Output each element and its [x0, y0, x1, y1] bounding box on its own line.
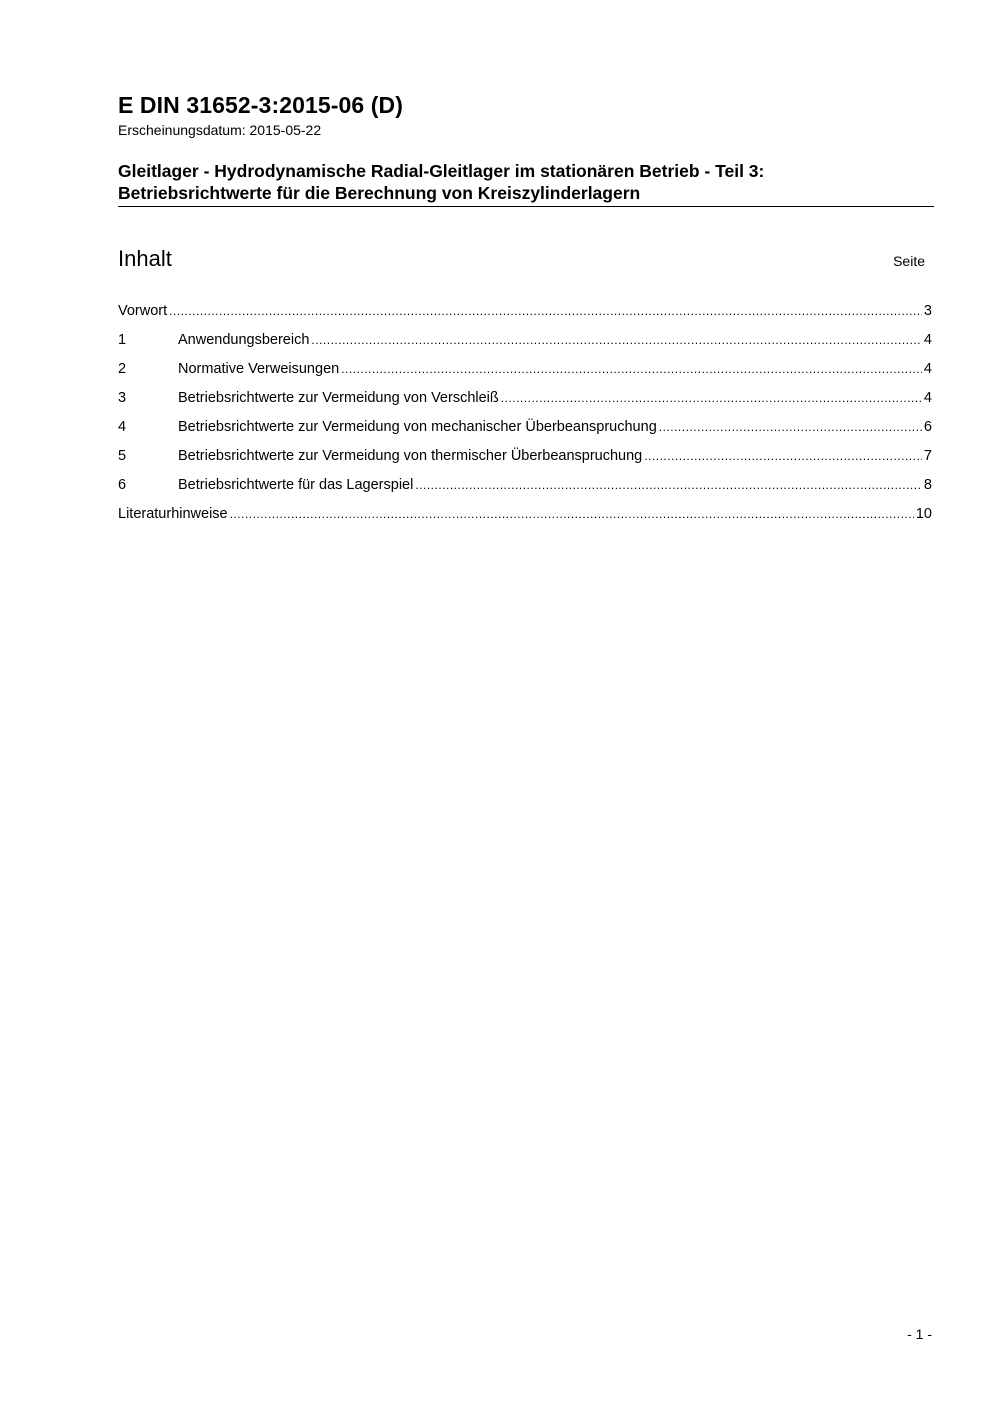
- toc-entry-page: 4: [923, 361, 932, 377]
- page-number: - 1 -: [907, 1326, 932, 1342]
- toc-entry-1[interactable]: [118, 330, 932, 359]
- toc-entry-number: 2: [118, 361, 127, 377]
- toc-entry-title: Vorwort: [118, 303, 168, 319]
- toc-entry-vorwort[interactable]: [118, 301, 932, 330]
- toc-dot-leader: [659, 417, 922, 437]
- toc-entry-page: 10: [915, 506, 932, 522]
- document-title-line-2: Betriebsrichtwerte für die Berechnung von Kreiszylinderlagern: [118, 183, 641, 203]
- toc-entry-title: Betriebsrichtwerte zur Vermeidung von thermischer Überbeanspruchung: [178, 448, 643, 464]
- toc-entry-page: 4: [923, 390, 932, 406]
- toc-entry-page: 6: [923, 419, 932, 435]
- toc-entry-number: 3: [118, 390, 127, 406]
- toc-dot-leader: [169, 301, 922, 321]
- toc-entry-4[interactable]: [118, 417, 932, 446]
- toc-dot-leader: [415, 475, 922, 495]
- toc-entry-number: 6: [118, 477, 127, 493]
- toc-entry-6[interactable]: [118, 475, 932, 504]
- toc-entry-number: 1: [118, 332, 127, 348]
- toc-entry-title: Normative Verweisungen: [178, 361, 340, 377]
- toc-dot-leader: [501, 388, 922, 408]
- toc-entry-title: Anwendungsbereich: [178, 332, 310, 348]
- toc-dot-leader: [644, 446, 922, 466]
- toc-entry-page: 8: [923, 477, 932, 493]
- toc-entry-title: Betriebsrichtwerte für das Lagerspiel: [178, 477, 414, 493]
- toc-dot-leader: [230, 504, 914, 524]
- toc-entry-page: 7: [923, 448, 932, 464]
- toc-entry-title: Betriebsrichtwerte zur Vermeidung von Verschleiß: [178, 390, 499, 406]
- toc-entry-literaturhinweise[interactable]: [118, 504, 932, 533]
- toc-entry-number: 4: [118, 419, 127, 435]
- toc-entry-title: Betriebsrichtwerte zur Vermeidung von mechanischer Überbeanspruchung: [178, 419, 657, 435]
- document-title-line-1: Gleitlager - Hydrodynamische Radial-Gleitlager im stationären Betrieb - Teil 3:: [118, 161, 765, 181]
- toc-dot-leader: [341, 359, 922, 379]
- toc-heading: Inhalt: [118, 246, 172, 271]
- toc-entry-page: 4: [923, 332, 932, 348]
- toc-page-column-label: Seite: [893, 253, 925, 269]
- publication-date: Erscheinungsdatum: 2015-05-22: [118, 122, 322, 138]
- document-id: E DIN 31652-3:2015-06 (D): [118, 92, 404, 118]
- toc-entry-page: 3: [923, 303, 932, 319]
- toc-entry-title: Literaturhinweise: [118, 506, 228, 522]
- toc-dot-leader: [311, 330, 922, 350]
- toc-entry-number: 5: [118, 448, 127, 464]
- document-title: [118, 160, 934, 204]
- toc-entry-2[interactable]: [118, 359, 932, 388]
- toc-entry-3[interactable]: [118, 388, 932, 417]
- title-divider: [118, 206, 934, 207]
- table-of-contents: [118, 301, 932, 533]
- toc-entry-5[interactable]: [118, 446, 932, 475]
